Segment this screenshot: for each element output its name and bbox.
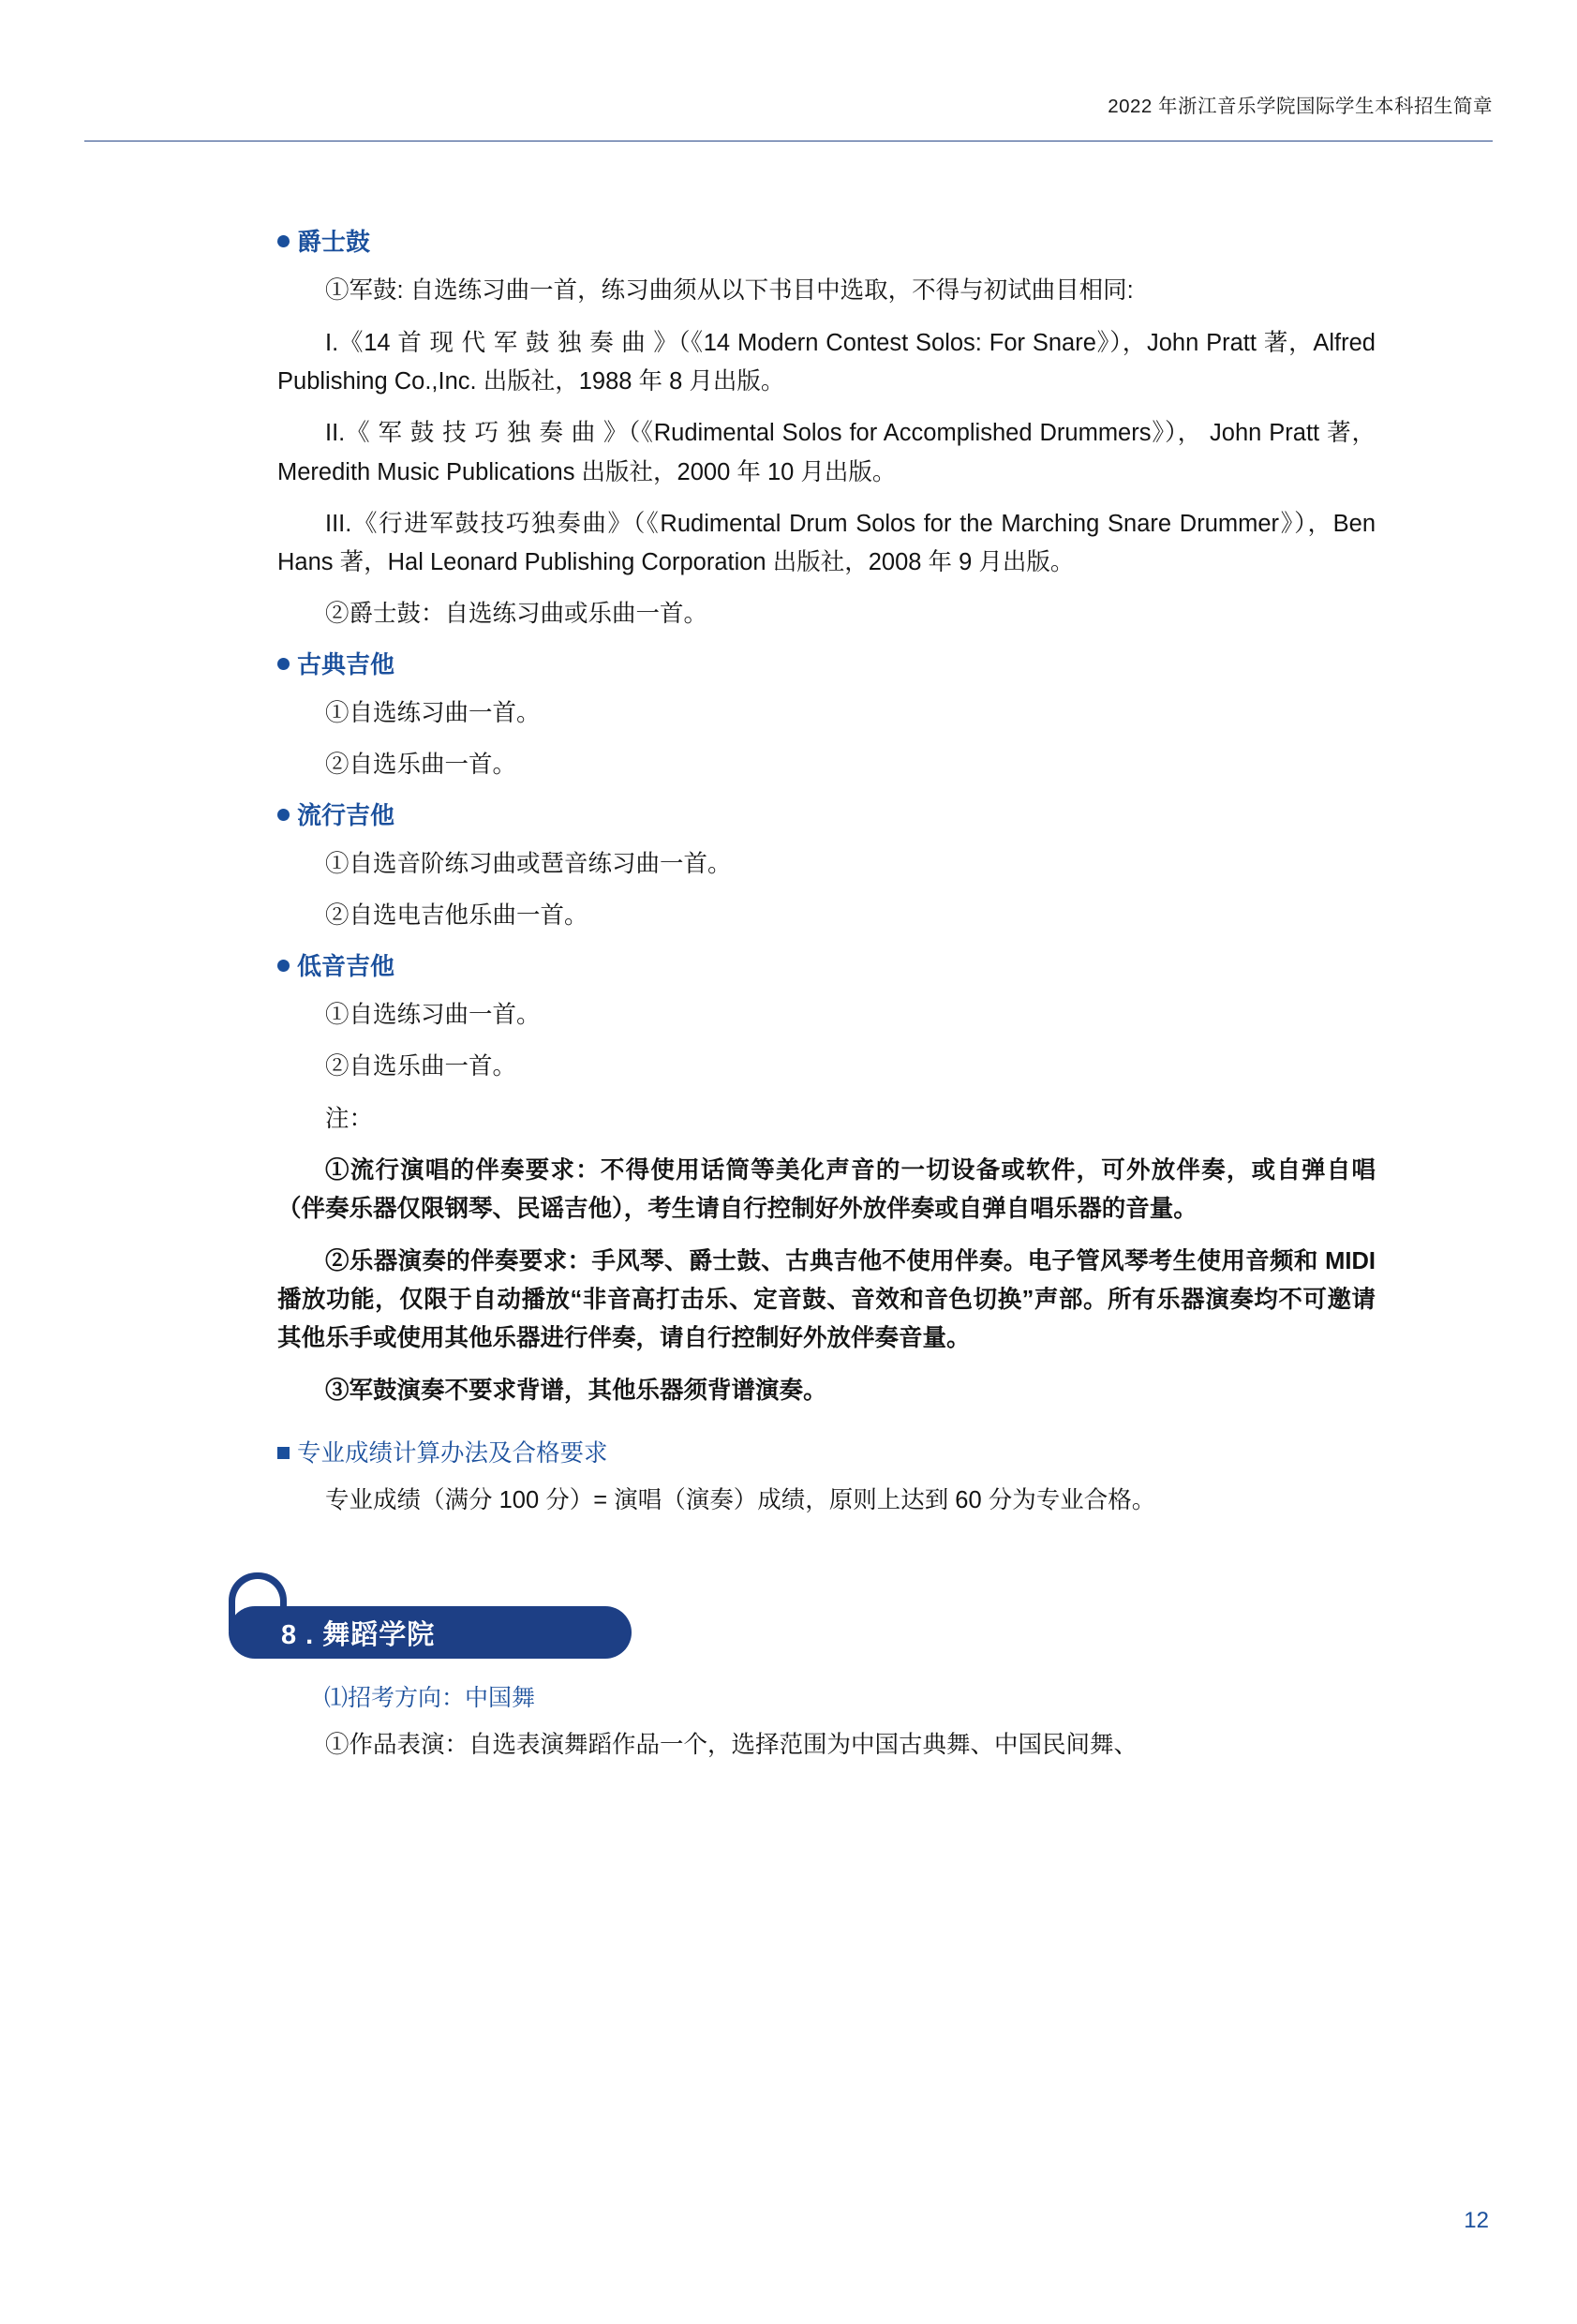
header-divider	[84, 141, 1493, 142]
bullet-dot-icon	[277, 960, 290, 972]
paragraph: ①自选练习曲一首。	[325, 1002, 541, 1029]
section-heading-label: 低音吉他	[297, 951, 395, 980]
paragraph: ②自选乐曲一首。	[325, 1053, 517, 1080]
section-heading-jazz-drums	[277, 225, 1376, 259]
chapter-banner	[229, 1572, 678, 1659]
header-title: 2022 年浙江音乐学院国际学生本科招生简章	[1108, 96, 1493, 117]
paragraph: II.《 军 鼓 技 巧 独 奏 曲 》（《Rudimental Solos for Accomplished Drummers》）， John Pratt 著，Meredith Music Publications 出版社，2000 年 10 月出版。	[277, 420, 1376, 485]
page-number: 12	[1464, 2208, 1489, 2233]
paragraph: ①军鼓: 自选练习曲一首，练习曲须从以下书目中选取，不得与初试曲目相同:	[325, 277, 1134, 305]
section-heading-label: 专业成绩计算办法及合格要求	[297, 1439, 608, 1467]
section-heading-label: 爵士鼓	[297, 228, 371, 256]
paragraph: ①自选练习曲一首。	[325, 700, 541, 727]
paragraph: 专业成绩（满分 100 分）= 演唱（演奏）成绩，原则上达到 60 分为专业合格。	[325, 1486, 1156, 1513]
page-content	[277, 225, 1376, 1778]
bullet-dot-icon	[277, 658, 290, 670]
section-heading-classical-guitar	[277, 648, 1376, 681]
page-header	[84, 90, 1493, 146]
notes-label: 注：	[325, 1105, 374, 1132]
banner-bar	[229, 1606, 632, 1659]
paragraph: ②自选乐曲一首。	[325, 752, 517, 779]
section-heading-pop-guitar	[277, 798, 1376, 832]
section-heading-score-rules	[277, 1435, 1376, 1468]
paragraph: ②爵士鼓：自选练习曲或乐曲一首。	[325, 601, 708, 628]
note-item: ①流行演唱的伴奏要求：不得使用话筒等美化声音的一切设备或软件，可外放伴奏，或自弹自唱（伴奏乐器仅限钢琴、民谣吉他），考生请自行控制好外放伴奏或自弹自唱乐器的音量。	[277, 1157, 1376, 1223]
subsection-heading-direction: ⑴招考方向：中国舞	[324, 1685, 536, 1712]
paragraph: III.《行进军鼓技巧独奏曲》（《Rudimental Drum Solos for the Marching Snare Drummer》），Ben Hans 著，Hal Leonard Publishing Corporation 出版社，2008 年 9 月出版。	[277, 510, 1376, 576]
note-item: ②乐器演奏的伴奏要求：手风琴、爵士鼓、古典吉他不使用伴奏。电子管风琴考生使用音频和 MIDI 播放功能，仅限于自动播放“非音高打击乐、定音鼓、音效和音色切换”声部。所有乐器演奏均不可邀请其他乐手或使用其他乐器进行伴奏，请自行控制好外放伴奏音量。	[277, 1247, 1376, 1352]
paragraph: ②自选电吉他乐曲一首。	[325, 902, 588, 930]
chapter-title: 8 . 舞蹈学院	[281, 1619, 436, 1650]
square-bullet-icon	[277, 1447, 290, 1459]
paragraph: ①自选音阶练习曲或琶音练习曲一首。	[325, 851, 732, 878]
bullet-dot-icon	[277, 809, 290, 821]
note-item: ③军鼓演奏不要求背谱，其他乐器须背谱演奏。	[325, 1377, 827, 1404]
section-heading-label: 古典吉他	[297, 649, 395, 678]
bullet-dot-icon	[277, 235, 290, 247]
paragraph: I.《14 首 现 代 军 鼓 独 奏 曲 》（《14 Modern Contest Solos: For Snare》），John Pratt 著，Alfred Publishing Co.,Inc. 出版社，1988 年 8 月出版。	[277, 329, 1376, 395]
paragraph: ①作品表演：自选表演舞蹈作品一个，选择范围为中国古典舞、中国民间舞、	[325, 1732, 1138, 1759]
section-heading-bass-guitar	[277, 949, 1376, 983]
section-heading-label: 流行吉他	[297, 800, 395, 829]
